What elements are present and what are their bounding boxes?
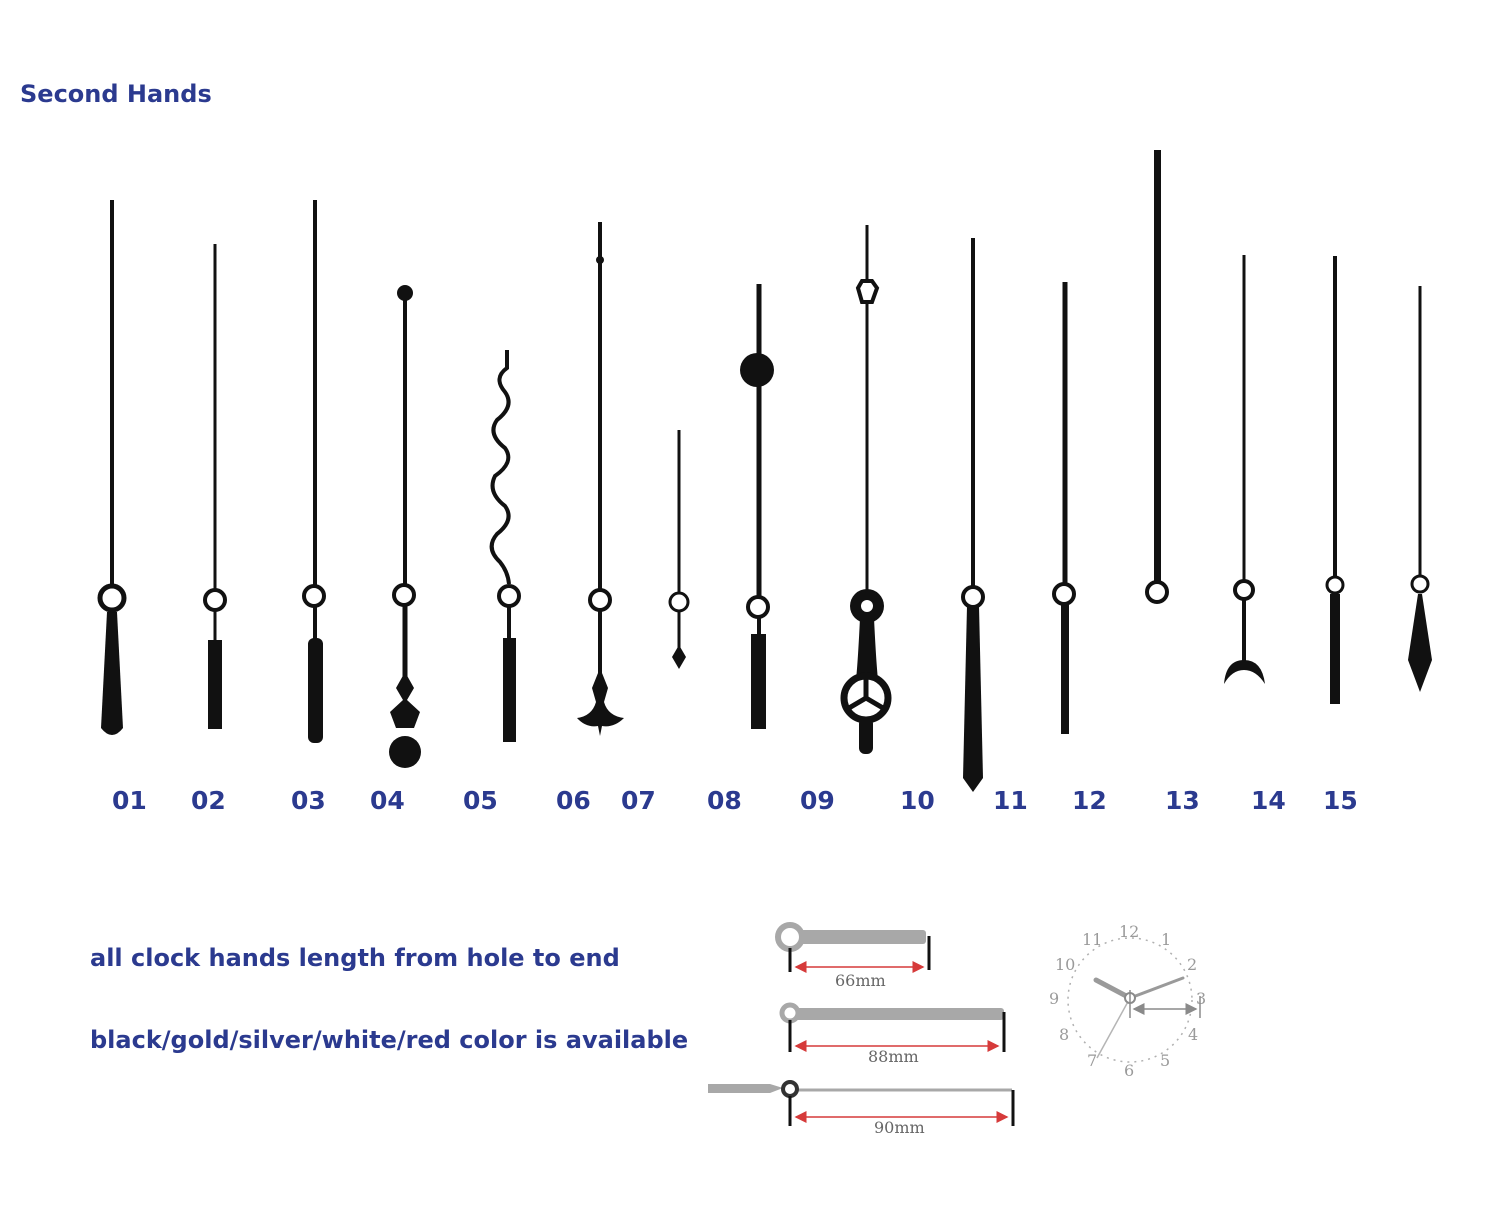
hand-number-12: 12 [1072,786,1107,815]
color-note: black/gold/silver/white/red color is available [90,1026,689,1054]
hand-number-07: 07 [621,786,656,815]
hand-number-08: 08 [707,786,742,815]
svg-text:12: 12 [1119,922,1140,941]
hand-number-11: 11 [993,786,1028,815]
svg-text:7: 7 [1087,1051,1098,1070]
svg-text:5: 5 [1160,1051,1171,1070]
hand-number-15: 15 [1323,786,1358,815]
measure-88mm [782,1005,1004,1066]
clock-dial-illustration [1049,922,1206,1080]
hand-number-05: 05 [463,786,498,815]
hand-number-10: 10 [900,786,935,815]
hand-number-03: 03 [291,786,326,815]
svg-text:4: 4 [1188,1025,1199,1044]
hand-number-14: 14 [1251,786,1286,815]
svg-text:11: 11 [1082,930,1103,949]
svg-text:1: 1 [1161,930,1172,949]
dim-88mm: 88mm [868,1047,919,1066]
dim-66mm: 66mm [835,971,886,990]
hand-number-09: 09 [800,786,835,815]
svg-text:10: 10 [1055,955,1076,974]
svg-text:8: 8 [1059,1025,1070,1044]
hand-number-01: 01 [112,786,147,815]
dim-90mm: 90mm [874,1118,925,1137]
svg-text:3: 3 [1196,989,1207,1008]
hand-number-04: 04 [370,786,405,815]
hand-number-13: 13 [1165,786,1200,815]
length-note: all clock hands length from hole to end [90,944,620,972]
hand-number-06: 06 [556,786,591,815]
page-title: Second Hands [20,80,212,108]
svg-text:6: 6 [1124,1061,1135,1080]
svg-text:2: 2 [1187,955,1198,974]
svg-text:9: 9 [1049,989,1060,1008]
hand-number-02: 02 [191,786,226,815]
measure-90mm [708,1082,1013,1137]
measure-66mm [778,925,929,990]
